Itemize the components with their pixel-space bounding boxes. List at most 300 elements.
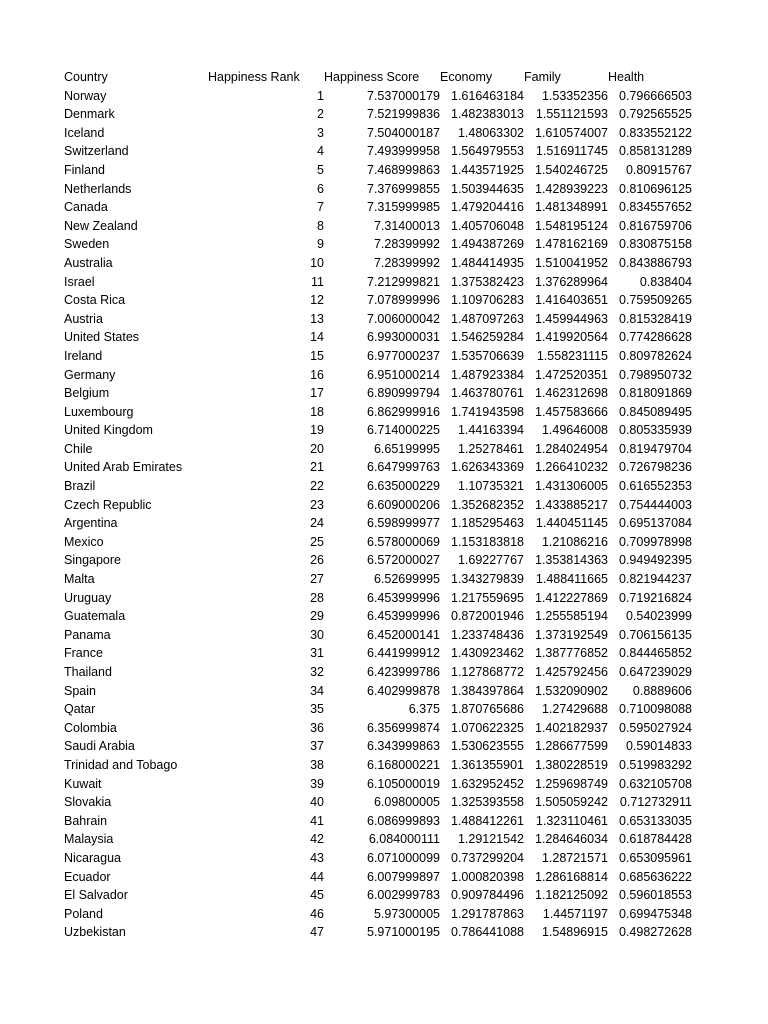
table-row: [64, 589, 692, 608]
table-row: [64, 886, 692, 905]
table-row: [64, 905, 692, 924]
economy-cell: 1.479204416: [451, 200, 524, 215]
table-row: [64, 849, 692, 868]
health-cell: 0.792565525: [619, 107, 692, 122]
table-row: [64, 273, 692, 292]
table-row: [64, 868, 692, 887]
score-cell: 6.598999977: [367, 516, 440, 531]
economy-cell: 1.185295463: [451, 516, 524, 531]
score-cell: 7.28399992: [373, 255, 440, 270]
family-cell: 1.402182937: [535, 720, 608, 735]
rank-cell: 3: [317, 125, 324, 140]
score-cell: 7.315999985: [367, 200, 440, 215]
family-cell: 1.54896915: [541, 925, 608, 940]
score-cell: 6.578000069: [367, 534, 440, 549]
table-row: [64, 87, 692, 106]
score-cell: 7.521999836: [367, 107, 440, 122]
family-cell: 1.440451145: [535, 516, 608, 531]
score-cell: 7.006000042: [367, 311, 440, 326]
table-row: [64, 496, 692, 515]
health-cell: 0.838404: [639, 274, 692, 289]
rank-cell: 47: [310, 925, 324, 940]
family-cell: 1.387776852: [535, 646, 608, 661]
country-cell: United Arab Emirates: [64, 460, 183, 475]
country-cell: Guatemala: [64, 609, 126, 624]
country-cell: Malaysia: [64, 832, 114, 847]
score-cell: 5.971000195: [367, 925, 440, 940]
economy-cell: 1.482383013: [451, 107, 524, 122]
country-cell: Ecuador: [64, 869, 111, 884]
rank-cell: 5: [317, 162, 324, 177]
family-cell: 1.286677599: [535, 739, 608, 754]
economy-cell: 0.786441088: [451, 925, 524, 940]
table-row: [64, 347, 692, 366]
rank-cell: 31: [310, 646, 324, 661]
country-cell: Saudi Arabia: [64, 739, 135, 754]
rank-cell: 34: [310, 683, 324, 698]
economy-cell: 1.463780761: [451, 386, 524, 401]
country-cell: Singapore: [64, 553, 121, 568]
rank-cell: 36: [310, 720, 324, 735]
economy-cell: 1.109706283: [451, 293, 524, 308]
economy-cell: 1.000820398: [451, 869, 524, 884]
rank-cell: 29: [310, 609, 324, 624]
rank-cell: 43: [310, 850, 324, 865]
table-row: [64, 533, 692, 552]
score-cell: 7.537000179: [367, 88, 440, 103]
country-cell: Qatar: [64, 702, 96, 717]
score-cell: 6.402999878: [367, 683, 440, 698]
country-cell: United Kingdom: [64, 423, 153, 438]
score-cell: 6.084000111: [368, 832, 440, 847]
rank-cell: 13: [310, 311, 324, 326]
header-country: Country: [64, 70, 108, 84]
country-cell: Colombia: [64, 720, 117, 735]
health-cell: 0.719216824: [619, 590, 692, 605]
table-row: [64, 644, 692, 663]
table-row: [64, 626, 692, 645]
health-cell: 0.821944237: [619, 572, 692, 587]
health-cell: 0.632105708: [619, 776, 692, 791]
table-row: [64, 812, 692, 831]
table-row: [64, 366, 692, 385]
economy-cell: 1.546259284: [451, 330, 524, 345]
country-cell: Spain: [64, 683, 96, 698]
country-cell: Sweden: [64, 237, 110, 252]
table-row: [64, 923, 692, 942]
family-cell: 1.540246725: [535, 162, 608, 177]
economy-cell: 1.291787863: [451, 906, 524, 921]
rank-cell: 20: [310, 441, 324, 456]
table-row: [64, 663, 692, 682]
economy-cell: 1.488412261: [451, 813, 524, 828]
score-cell: 6.375: [408, 702, 440, 717]
health-cell: 0.8889606: [632, 683, 692, 698]
rank-cell: 10: [310, 255, 324, 270]
table-row: [64, 458, 692, 477]
family-cell: 1.353814363: [535, 553, 608, 568]
health-cell: 0.710098088: [619, 702, 692, 717]
family-cell: 1.478162169: [535, 237, 608, 252]
country-cell: Poland: [64, 906, 103, 921]
rank-cell: 16: [310, 367, 324, 382]
score-cell: 7.078999996: [367, 293, 440, 308]
health-cell: 0.844465852: [619, 646, 692, 661]
family-cell: 1.551121593: [535, 107, 608, 122]
country-cell: Trinidad and Tobago: [64, 757, 178, 772]
health-cell: 0.647239029: [619, 665, 692, 679]
table-row: [64, 551, 692, 570]
economy-cell: 1.503944635: [451, 181, 524, 196]
health-cell: 0.653133035: [619, 813, 692, 828]
table-row: [64, 421, 692, 440]
table-row: [64, 124, 692, 143]
table-row: [64, 291, 692, 310]
economy-cell: 0.737299204: [451, 850, 524, 865]
country-cell: Netherlands: [64, 181, 132, 196]
health-cell: 0.845089495: [619, 404, 692, 419]
economy-cell: 1.352682352: [451, 497, 524, 512]
country-cell: Costa Rica: [64, 293, 126, 308]
score-cell: 6.09800005: [373, 795, 440, 810]
health-cell: 0.774286628: [619, 330, 692, 345]
health-cell: 0.949492395: [619, 553, 692, 568]
economy-cell: 0.872001946: [451, 609, 524, 624]
country-cell: Kuwait: [64, 776, 102, 791]
health-cell: 0.685636222: [619, 869, 692, 884]
table-row: [64, 793, 692, 812]
family-cell: 1.610574007: [535, 125, 608, 140]
family-cell: 1.425792456: [535, 665, 608, 679]
rank-cell: 30: [310, 627, 324, 642]
family-cell: 1.266410232: [535, 460, 608, 475]
country-cell: Bahrain: [64, 813, 108, 828]
family-cell: 1.28721571: [541, 850, 608, 865]
health-cell: 0.798950732: [619, 367, 692, 382]
country-cell: Panama: [64, 627, 111, 642]
score-cell: 6.65199995: [373, 441, 440, 456]
country-cell: Luxembourg: [64, 404, 134, 419]
family-cell: 1.505059242: [535, 795, 608, 810]
country-cell: Belgium: [64, 386, 110, 401]
table-row: [64, 440, 692, 459]
economy-cell: 1.626343369: [451, 460, 524, 475]
economy-cell: 1.741943598: [451, 404, 524, 419]
rank-cell: 32: [310, 665, 324, 679]
score-cell: 6.862999916: [367, 404, 440, 419]
family-cell: 1.323110461: [535, 813, 608, 828]
rank-cell: 41: [310, 813, 324, 828]
family-cell: 1.284646034: [535, 832, 608, 847]
family-cell: 1.472520351: [535, 367, 608, 382]
economy-cell: 1.870765686: [451, 702, 524, 717]
health-cell: 0.519983292: [619, 757, 692, 772]
economy-cell: 1.361355901: [451, 757, 524, 772]
family-cell: 1.286168814: [535, 869, 608, 884]
economy-cell: 1.616463184: [451, 88, 524, 103]
economy-cell: 1.405706048: [451, 218, 524, 233]
rank-cell: 18: [310, 404, 324, 419]
health-cell: 0.815328419: [619, 311, 692, 326]
rank-cell: 6: [317, 181, 324, 196]
rank-cell: 40: [310, 795, 324, 810]
country-cell: Ireland: [64, 348, 103, 363]
health-cell: 0.818091869: [619, 386, 692, 401]
table-row: [64, 235, 692, 254]
economy-cell: 1.375382423: [451, 274, 524, 289]
family-cell: 1.558231115: [536, 348, 608, 363]
score-cell: 6.105000019: [367, 776, 440, 791]
rank-cell: 2: [317, 107, 324, 122]
country-cell: Switzerland: [64, 144, 129, 159]
health-cell: 0.706156135: [619, 627, 692, 642]
economy-cell: 1.44163394: [457, 423, 524, 438]
family-cell: 1.457583666: [535, 404, 608, 419]
health-cell: 0.858131289: [619, 144, 692, 159]
country-cell: Chile: [64, 441, 93, 456]
health-cell: 0.726798236: [619, 460, 692, 475]
country-cell: France: [64, 646, 103, 661]
economy-cell: 1.233748436: [451, 627, 524, 642]
score-cell: 6.977000237: [367, 348, 440, 363]
health-cell: 0.809782624: [619, 348, 692, 363]
rank-cell: 37: [310, 739, 324, 754]
health-cell: 0.819479704: [619, 441, 692, 456]
health-cell: 0.54023999: [625, 609, 692, 624]
table-row: [64, 570, 692, 589]
score-cell: 6.356999874: [367, 720, 440, 735]
health-cell: 0.618784428: [619, 832, 692, 847]
rank-cell: 39: [310, 776, 324, 791]
table-row: [64, 384, 692, 403]
country-cell: New Zealand: [64, 218, 138, 233]
score-cell: 6.168000221: [367, 757, 440, 772]
score-cell: 6.635000229: [367, 479, 440, 494]
table-row: [64, 775, 692, 794]
table-row: [64, 328, 692, 347]
health-cell: 0.596018553: [619, 888, 692, 903]
table-row: [64, 830, 692, 849]
score-cell: 7.504000187: [367, 125, 440, 140]
family-cell: 1.44571197: [542, 906, 608, 921]
table-row: [64, 719, 692, 738]
rank-cell: 7: [317, 200, 324, 215]
rank-cell: 38: [310, 757, 324, 772]
rank-cell: 9: [317, 237, 324, 252]
economy-cell: 1.564979553: [451, 144, 524, 159]
rank-cell: 26: [310, 553, 324, 568]
country-cell: Slovakia: [64, 795, 112, 810]
economy-cell: 1.384397864: [451, 683, 524, 698]
health-cell: 0.754444003: [619, 497, 692, 512]
rank-cell: 11: [311, 274, 324, 289]
rank-cell: 4: [317, 144, 324, 159]
table-body: [64, 87, 692, 942]
family-cell: 1.416403651: [535, 293, 608, 308]
economy-cell: 1.632952452: [451, 776, 524, 791]
rank-cell: 24: [310, 516, 324, 531]
health-cell: 0.833552122: [619, 125, 692, 140]
score-cell: 6.071000099: [367, 850, 440, 865]
family-cell: 1.516911745: [535, 144, 608, 159]
score-cell: 6.609000206: [367, 497, 440, 512]
family-cell: 1.255585194: [535, 609, 608, 624]
health-cell: 0.830875158: [619, 237, 692, 252]
rank-cell: 21: [310, 460, 324, 475]
family-cell: 1.419920564: [535, 330, 608, 345]
economy-cell: 1.69227767: [457, 553, 524, 568]
economy-cell: 1.217559695: [451, 590, 524, 605]
health-cell: 0.616552353: [619, 479, 692, 494]
family-cell: 1.373192549: [535, 627, 608, 642]
health-cell: 0.796666503: [619, 88, 692, 103]
family-cell: 1.21086216: [541, 534, 608, 549]
health-cell: 0.712732911: [619, 795, 692, 810]
table-row: [64, 756, 692, 775]
score-cell: 6.993000031: [367, 330, 440, 345]
health-cell: 0.816759706: [619, 218, 692, 233]
family-cell: 1.412227869: [535, 590, 608, 605]
economy-cell: 1.127868772: [451, 665, 524, 679]
score-cell: 6.890999794: [367, 386, 440, 401]
table-row: [64, 700, 692, 719]
health-cell: 0.695137084: [619, 516, 692, 531]
table-row: [64, 180, 692, 199]
score-cell: 7.468999863: [367, 162, 440, 177]
rank-cell: 15: [310, 348, 324, 363]
score-cell: 7.376999855: [367, 181, 440, 196]
health-cell: 0.80915767: [625, 162, 692, 177]
score-cell: 7.31400013: [373, 218, 440, 233]
country-cell: Norway: [64, 88, 107, 103]
economy-cell: 1.535706639: [451, 348, 524, 363]
country-cell: Canada: [64, 200, 108, 215]
table-row: [64, 403, 692, 422]
score-cell: 6.951000214: [367, 367, 440, 382]
family-cell: 1.548195124: [535, 218, 608, 233]
family-cell: 1.431306005: [535, 479, 608, 494]
economy-cell: 0.909784496: [451, 888, 524, 903]
country-cell: Mexico: [64, 534, 104, 549]
rank-cell: 1: [317, 88, 324, 103]
family-cell: 1.488411665: [535, 572, 608, 587]
family-cell: 1.481348991: [535, 200, 608, 215]
score-cell: 7.212999821: [367, 274, 440, 289]
family-cell: 1.510041952: [535, 255, 608, 270]
header-economy: Economy: [440, 70, 493, 84]
health-cell: 0.59014833: [625, 739, 692, 754]
health-cell: 0.843886793: [619, 255, 692, 270]
country-cell: El Salvador: [64, 888, 128, 903]
country-cell: Czech Republic: [64, 497, 152, 512]
score-cell: 6.572000027: [367, 553, 440, 568]
economy-cell: 1.070622325: [451, 720, 524, 735]
score-cell: 6.714000225: [367, 423, 440, 438]
table-row: [64, 477, 692, 496]
score-cell: 6.453999996: [367, 609, 440, 624]
country-cell: Brazil: [64, 479, 96, 494]
table-row: [64, 161, 692, 180]
score-cell: 7.28399992: [373, 237, 440, 252]
family-cell: 1.259698749: [535, 776, 608, 791]
health-cell: 0.498272628: [619, 925, 692, 940]
economy-cell: 1.25278461: [457, 441, 524, 456]
table-row: [64, 254, 692, 273]
score-cell: 6.423999786: [367, 665, 440, 679]
rank-cell: 17: [310, 386, 324, 401]
health-cell: 0.699475348: [619, 906, 692, 921]
score-cell: 5.97300005: [373, 906, 440, 921]
family-cell: 1.53352356: [541, 88, 608, 103]
score-cell: 6.452000141: [367, 627, 440, 642]
country-cell: Austria: [64, 311, 103, 326]
economy-cell: 1.343279839: [451, 572, 524, 587]
country-cell: Germany: [64, 367, 116, 382]
country-cell: Nicaragua: [64, 850, 121, 865]
family-cell: 1.462312698: [535, 386, 608, 401]
family-cell: 1.49646008: [541, 423, 608, 438]
family-cell: 1.459944963: [535, 311, 608, 326]
family-cell: 1.284024954: [535, 441, 608, 456]
family-cell: 1.428939223: [535, 181, 608, 196]
table-row: [64, 682, 692, 701]
header-family: Family: [524, 70, 561, 84]
score-cell: 6.086999893: [367, 813, 440, 828]
rank-cell: 42: [310, 832, 324, 847]
country-cell: Finland: [64, 162, 105, 177]
economy-cell: 1.29121542: [457, 832, 524, 847]
score-cell: 6.52699995: [373, 572, 440, 587]
family-cell: 1.380228519: [535, 757, 608, 772]
table-row: [64, 310, 692, 329]
health-cell: 0.834557652: [619, 200, 692, 215]
rank-cell: 46: [310, 906, 324, 921]
country-cell: Malta: [64, 572, 95, 587]
table-row: [64, 217, 692, 236]
economy-cell: 1.430923462: [451, 646, 524, 661]
country-cell: United States: [64, 330, 140, 345]
country-cell: Denmark: [64, 107, 115, 122]
rank-cell: 44: [310, 869, 324, 884]
table-row: [64, 142, 692, 161]
economy-cell: 1.153183818: [451, 534, 524, 549]
score-cell: 6.441999912: [367, 646, 440, 661]
score-cell: 6.002999783: [367, 888, 440, 903]
country-cell: Australia: [64, 255, 113, 270]
table-row: [64, 607, 692, 626]
economy-cell: 1.494387269: [451, 237, 524, 252]
rank-cell: 27: [310, 572, 324, 587]
score-cell: 6.453999996: [367, 590, 440, 605]
health-cell: 0.810696125: [619, 181, 692, 196]
economy-cell: 1.443571925: [451, 162, 524, 177]
rank-cell: 19: [310, 423, 324, 438]
health-cell: 0.653095961: [619, 850, 692, 865]
rank-cell: 35: [310, 702, 324, 717]
rank-cell: 28: [310, 590, 324, 605]
family-cell: 1.182125092: [535, 888, 608, 903]
country-cell: Iceland: [64, 125, 105, 140]
rank-cell: 45: [310, 888, 324, 903]
family-cell: 1.376289964: [535, 274, 608, 289]
table-row: [64, 198, 692, 217]
table-row: [64, 514, 692, 533]
economy-cell: 1.484414935: [451, 255, 524, 270]
economy-cell: 1.487923384: [451, 367, 524, 382]
health-cell: 0.759509265: [619, 293, 692, 308]
header-row: [64, 68, 692, 87]
header-happiness-score: Happiness Score: [324, 70, 420, 84]
